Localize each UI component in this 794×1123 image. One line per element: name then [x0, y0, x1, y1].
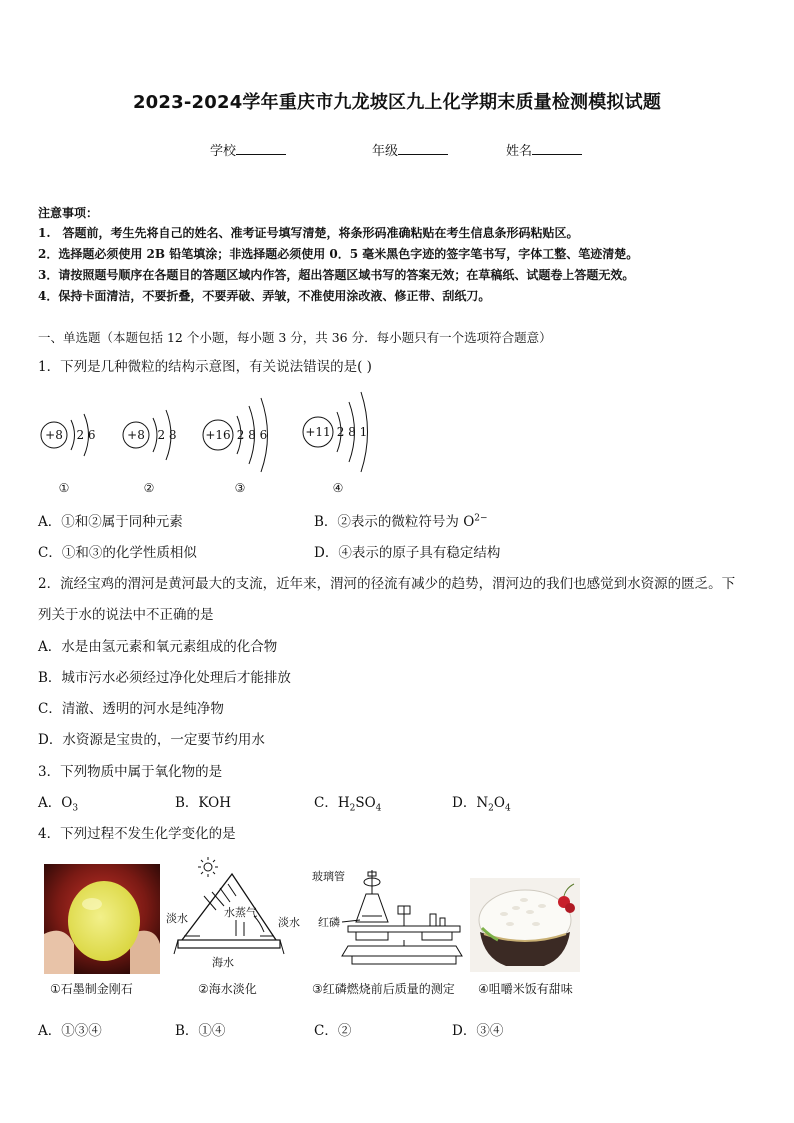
q2-option-c: C．清澈、透明的河水是纯净物 [38, 701, 224, 717]
atom-1 [41, 414, 96, 495]
q1-option-d: D．④表示的原子具有稳定结构 [314, 545, 501, 561]
atom-3-shells: 2 8 6 [236, 428, 268, 442]
q4-option-b: B．①④ [175, 1023, 226, 1039]
graphite-diamond-image [44, 864, 160, 974]
label-vapor: 水蒸气 [224, 906, 257, 919]
page-title: 2023-2024学年重庆市九龙坡区九上化学期末质量检测模拟试题 [132, 92, 662, 113]
atom-4 [303, 392, 368, 495]
q3-stem: 3．下列物质中属于氧化物的是 [38, 764, 223, 780]
label-fresh-right: 淡水 [278, 916, 300, 929]
atom-1-label: ① [58, 481, 70, 495]
rice-bowl-image [470, 878, 580, 972]
grade-blank [398, 142, 448, 155]
q4-caption-2: ②海水淡化 [198, 982, 257, 996]
notice-item-4: 4．保持卡面清洁，不要折叠，不要弄破、弄皱，不准使用涂改液、修正带、刮纸刀。 [38, 289, 491, 303]
atom-2-nucleus: +8 [127, 428, 145, 442]
q2-stem-line2: 列关于水的说法中不正确的是 [38, 607, 214, 623]
notice-item-1: 1. 答题前，考生先将自己的姓名、准考证号填写清楚，将条形码准确粘贴在考生信息条形码粘贴区。 [38, 226, 579, 240]
q1-option-c: C．①和③的化学性质相似 [38, 545, 197, 561]
notice-item-2: 2．选择题必须使用 2B 铅笔填涂；非选择题必须使用 0．5 毫米黑色字迹的签字笔书写，字体工整、笔迹清楚。 [38, 247, 639, 261]
q4-option-d: D．③④ [452, 1023, 504, 1039]
atom-4-label: ④ [332, 481, 344, 495]
school-blank [236, 142, 286, 155]
q2-option-d: D．水资源是宝贵的，一定要节约用水 [38, 732, 265, 748]
q4-option-a: A．①③④ [38, 1023, 102, 1039]
q3-option-a: A．$O_3$ [38, 795, 79, 814]
q3-option-c: C．$H_2SO_4$ [314, 795, 382, 814]
atom-4-nucleus: +11 [305, 425, 331, 439]
q4-caption-3: ③红磷燃烧前后质量的测定 [312, 982, 455, 996]
label-red-phosphorus: 红磷 [318, 916, 340, 929]
atom-1-shells: 2 6 [76, 428, 96, 442]
q4-caption-1: ①石墨制金刚石 [50, 982, 133, 996]
atom-structure-diagram [38, 382, 378, 500]
section-heading: 一、单选题（本题包括 12 个小题，每小题 3 分，共 36 分．每小题只有一个选项符合题意） [38, 330, 552, 345]
label-glass-tube: 玻璃管 [312, 870, 345, 883]
q2-option-a: A．水是由氢元素和氧元素组成的化合物 [38, 639, 278, 655]
q1-stem: 1．下列是几种微粒的结构示意图，有关说法错误的是( ) [38, 359, 372, 375]
atom-2 [123, 410, 177, 495]
atom-1-nucleus: +8 [45, 428, 63, 442]
school-field: 学校 [210, 140, 286, 159]
atom-3-label: ③ [234, 481, 246, 495]
q3-option-b: B．KOH [175, 795, 231, 811]
balance-image [312, 866, 468, 976]
atom-3-nucleus: +16 [205, 428, 231, 442]
grade-field: 年级 [372, 140, 448, 159]
atom-2-shells: 2 8 [157, 428, 177, 442]
q3-option-d: D．$N_2O_4$ [452, 795, 511, 814]
name-field: 姓名 [506, 140, 582, 159]
label-fresh-left: 淡水 [166, 912, 188, 925]
atom-3 [203, 398, 268, 495]
notice-item-3: 3．请按照题号顺序在各题目的答题区域内作答，超出答题区域书写的答案无效；在草稿纸、试题卷上答题无效。 [38, 268, 635, 282]
desalination-image [164, 856, 304, 976]
q2-option-b: B．城市污水必须经过净化处理后才能排放 [38, 670, 291, 686]
q4-stem: 4．下列过程不发生化学变化的是 [38, 826, 236, 842]
q1-option-a: A．①和②属于同种元素 [38, 514, 183, 530]
atom-4-shells: 2 8 1 [336, 425, 368, 439]
label-sea: 海水 [212, 956, 234, 969]
q2-stem-line1: 2．流经宝鸡的渭河是黄河最大的支流，近年来，渭河的径流有减少的趋势，渭河边的我们也感觉到水资源的匮乏。下 [38, 576, 736, 592]
atom-2-label: ② [143, 481, 155, 495]
q1-option-b: B．②表示的微粒符号为 $O^{2-}$ [314, 513, 488, 530]
name-blank [532, 142, 582, 155]
notice-heading: 注意事项： [38, 206, 99, 220]
q4-option-c: C．② [314, 1023, 352, 1039]
q4-caption-4: ④咀嚼米饭有甜味 [478, 982, 573, 996]
